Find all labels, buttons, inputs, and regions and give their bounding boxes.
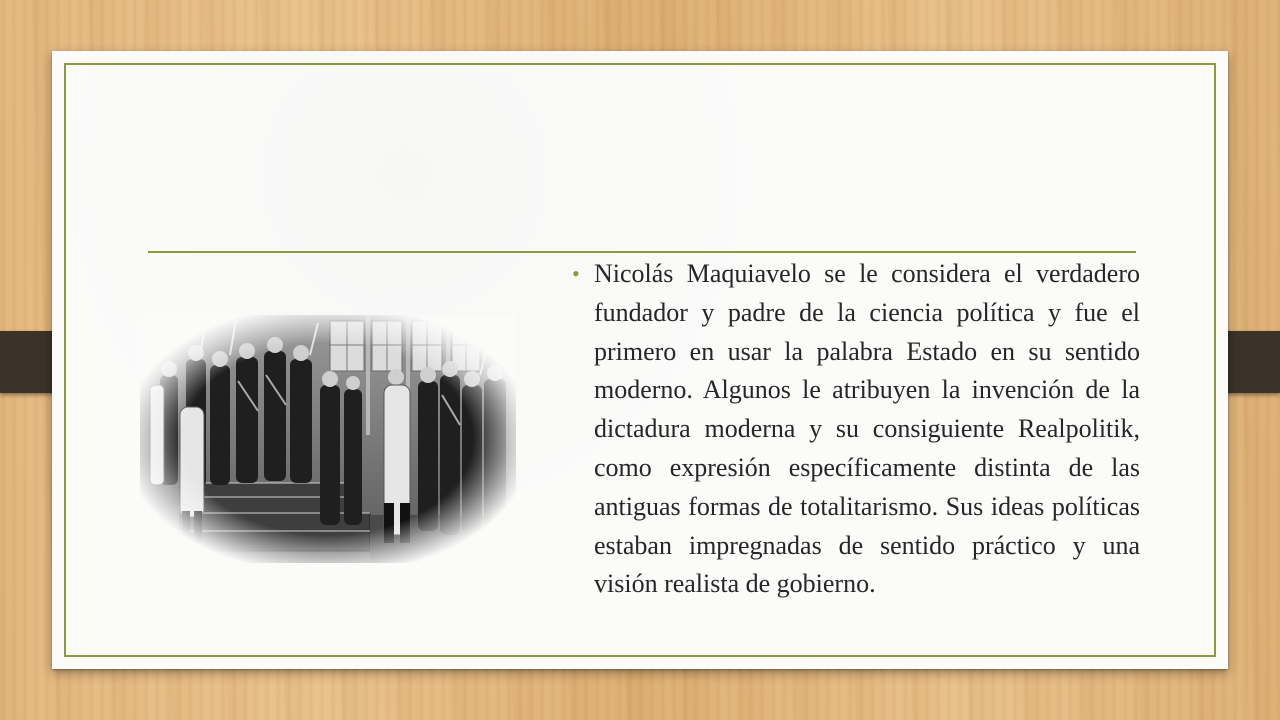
- slide-paper: [52, 51, 1228, 669]
- content-text-block: [572, 255, 1140, 604]
- historical-engraving-image: [140, 315, 516, 563]
- title-underline: [148, 251, 1136, 253]
- bullet-icon: •: [572, 261, 580, 286]
- bullet-paragraph: Nicolás Maquiavelo se le considera el verdadero fundador y padre de la ciencia política y fue el primero en usar la palabra Estado en su sentido moderno. Algunos le atribuyen la invención de la dictadura moderna y su consiguiente Realpolitik, como expresión específicamente distinta de las antiguas formas de totalitarismo. Sus ideas políticas estaban impregnadas de sentido práctico y una visión realista de gobierno.: [594, 259, 1140, 599]
